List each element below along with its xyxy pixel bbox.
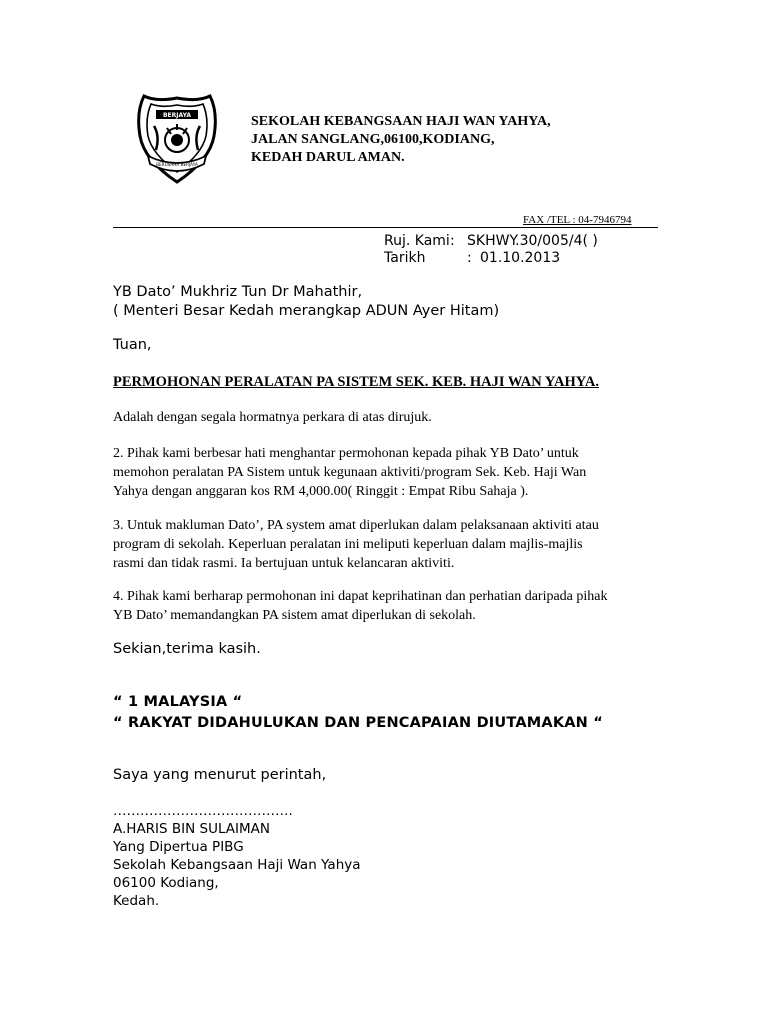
signatory-school: Sekolah Kebangsaan Haji Wan Yahya [113, 857, 361, 873]
school-crest-logo [134, 90, 220, 186]
paragraph-1 [113, 408, 432, 427]
date-sep: : [467, 250, 472, 266]
signoff: Saya yang menurut perintah, [113, 767, 327, 783]
paragraph-4-line: YB Dato’ memandangkan PA sistem amat diperlukan di sekolah. [113, 608, 476, 623]
paragraph-1-line: Adalah dengan segala hormatnya perkara di atas dirujuk. [113, 410, 432, 425]
signatory-postcode: 06100 Kodiang, [113, 875, 219, 891]
date-row [384, 250, 598, 267]
paragraph-3 [113, 516, 599, 573]
signatory-name: A.HARIS BIN SULAIMAN [113, 821, 271, 837]
reference-row [384, 233, 598, 250]
subject-line: PERMOHONAN PERALATAN PA SISTEM SEK. KEB. HAJI WAN YAHYA. [113, 374, 599, 390]
paragraph-2 [113, 444, 586, 501]
ruj-sep: : [450, 233, 455, 249]
salutation: Tuan, [113, 337, 152, 353]
paragraph-3-line: 3. Untuk makluman Dato’, PA system amat diperlukan dalam pelaksanaan aktiviti atau [113, 518, 599, 533]
school-state: KEDAH DARUL AMAN. [251, 150, 405, 165]
signatory-position: Yang Dipertua PIBG [113, 839, 244, 855]
closing: Sekian,terima kasih. [113, 641, 261, 657]
paragraph-2-line: memohon peralatan PA Sistem untuk kegunaan aktiviti/program Sek. Keb. Haji Wan [113, 465, 587, 480]
ruj-value: SKHWY.30/005/4( ) [467, 233, 598, 249]
school-street: JALAN SANGLANG,06100,KODIANG, [251, 132, 495, 147]
header-divider [113, 227, 658, 228]
paragraph-2-line: 2. Pihak kami berbesar hati menghantar permohonan kepada pihak YB Dato’ untuk [113, 446, 579, 461]
school-name: SEKOLAH KEBANGSAAN HAJI WAN YAHYA, [251, 114, 551, 129]
motto-block [113, 692, 603, 734]
signature-dots: …………………………………. [113, 803, 293, 819]
recipient-title: ( Menteri Besar Kedah merangkap ADUN Ayer Hitam) [113, 303, 500, 319]
date-value: 01.10.2013 [480, 250, 561, 266]
ruj-label: Ruj. Kami [384, 233, 450, 249]
date-label: Tarikh [384, 250, 426, 266]
paragraph-4 [113, 587, 608, 625]
crest-banner-text: BERJAYA [162, 112, 192, 119]
signature-block [113, 802, 361, 910]
crest-ribbon-text: BERUSAHA BERJAYA [156, 162, 198, 167]
signatory-state: Kedah. [113, 893, 160, 909]
paragraph-2-line: Yahya dengan anggaran kos RM 4,000.00( Ringgit : Empat Ribu Sahaja ). [113, 484, 529, 499]
paragraph-4-line: 4. Pihak kami berharap permohonan ini dapat keprihatinan dan perhatian daripada pihak [113, 589, 608, 604]
motto-line-2: “ RAKYAT DIDAHULUKAN DAN PENCAPAIAN DIUTAMAKAN “ [113, 715, 603, 731]
reference-block [384, 233, 598, 267]
recipient-block [113, 283, 499, 321]
paragraph-3-line: program di sekolah. Keperluan peralatan ini meliputi keperluan dalam majlis-majlis [113, 537, 583, 552]
paragraph-3-line: rasmi dan tidak rasmi. Ia bertujuan untuk kelancaran aktiviti. [113, 556, 455, 571]
fax-tel: FAX /TEL : 04-7946794 [523, 214, 632, 226]
school-address [251, 113, 551, 167]
recipient-name: YB Dato’ Mukhriz Tun Dr Mahathir, [113, 284, 363, 300]
motto-line-1: “ 1 MALAYSIA “ [113, 694, 243, 710]
